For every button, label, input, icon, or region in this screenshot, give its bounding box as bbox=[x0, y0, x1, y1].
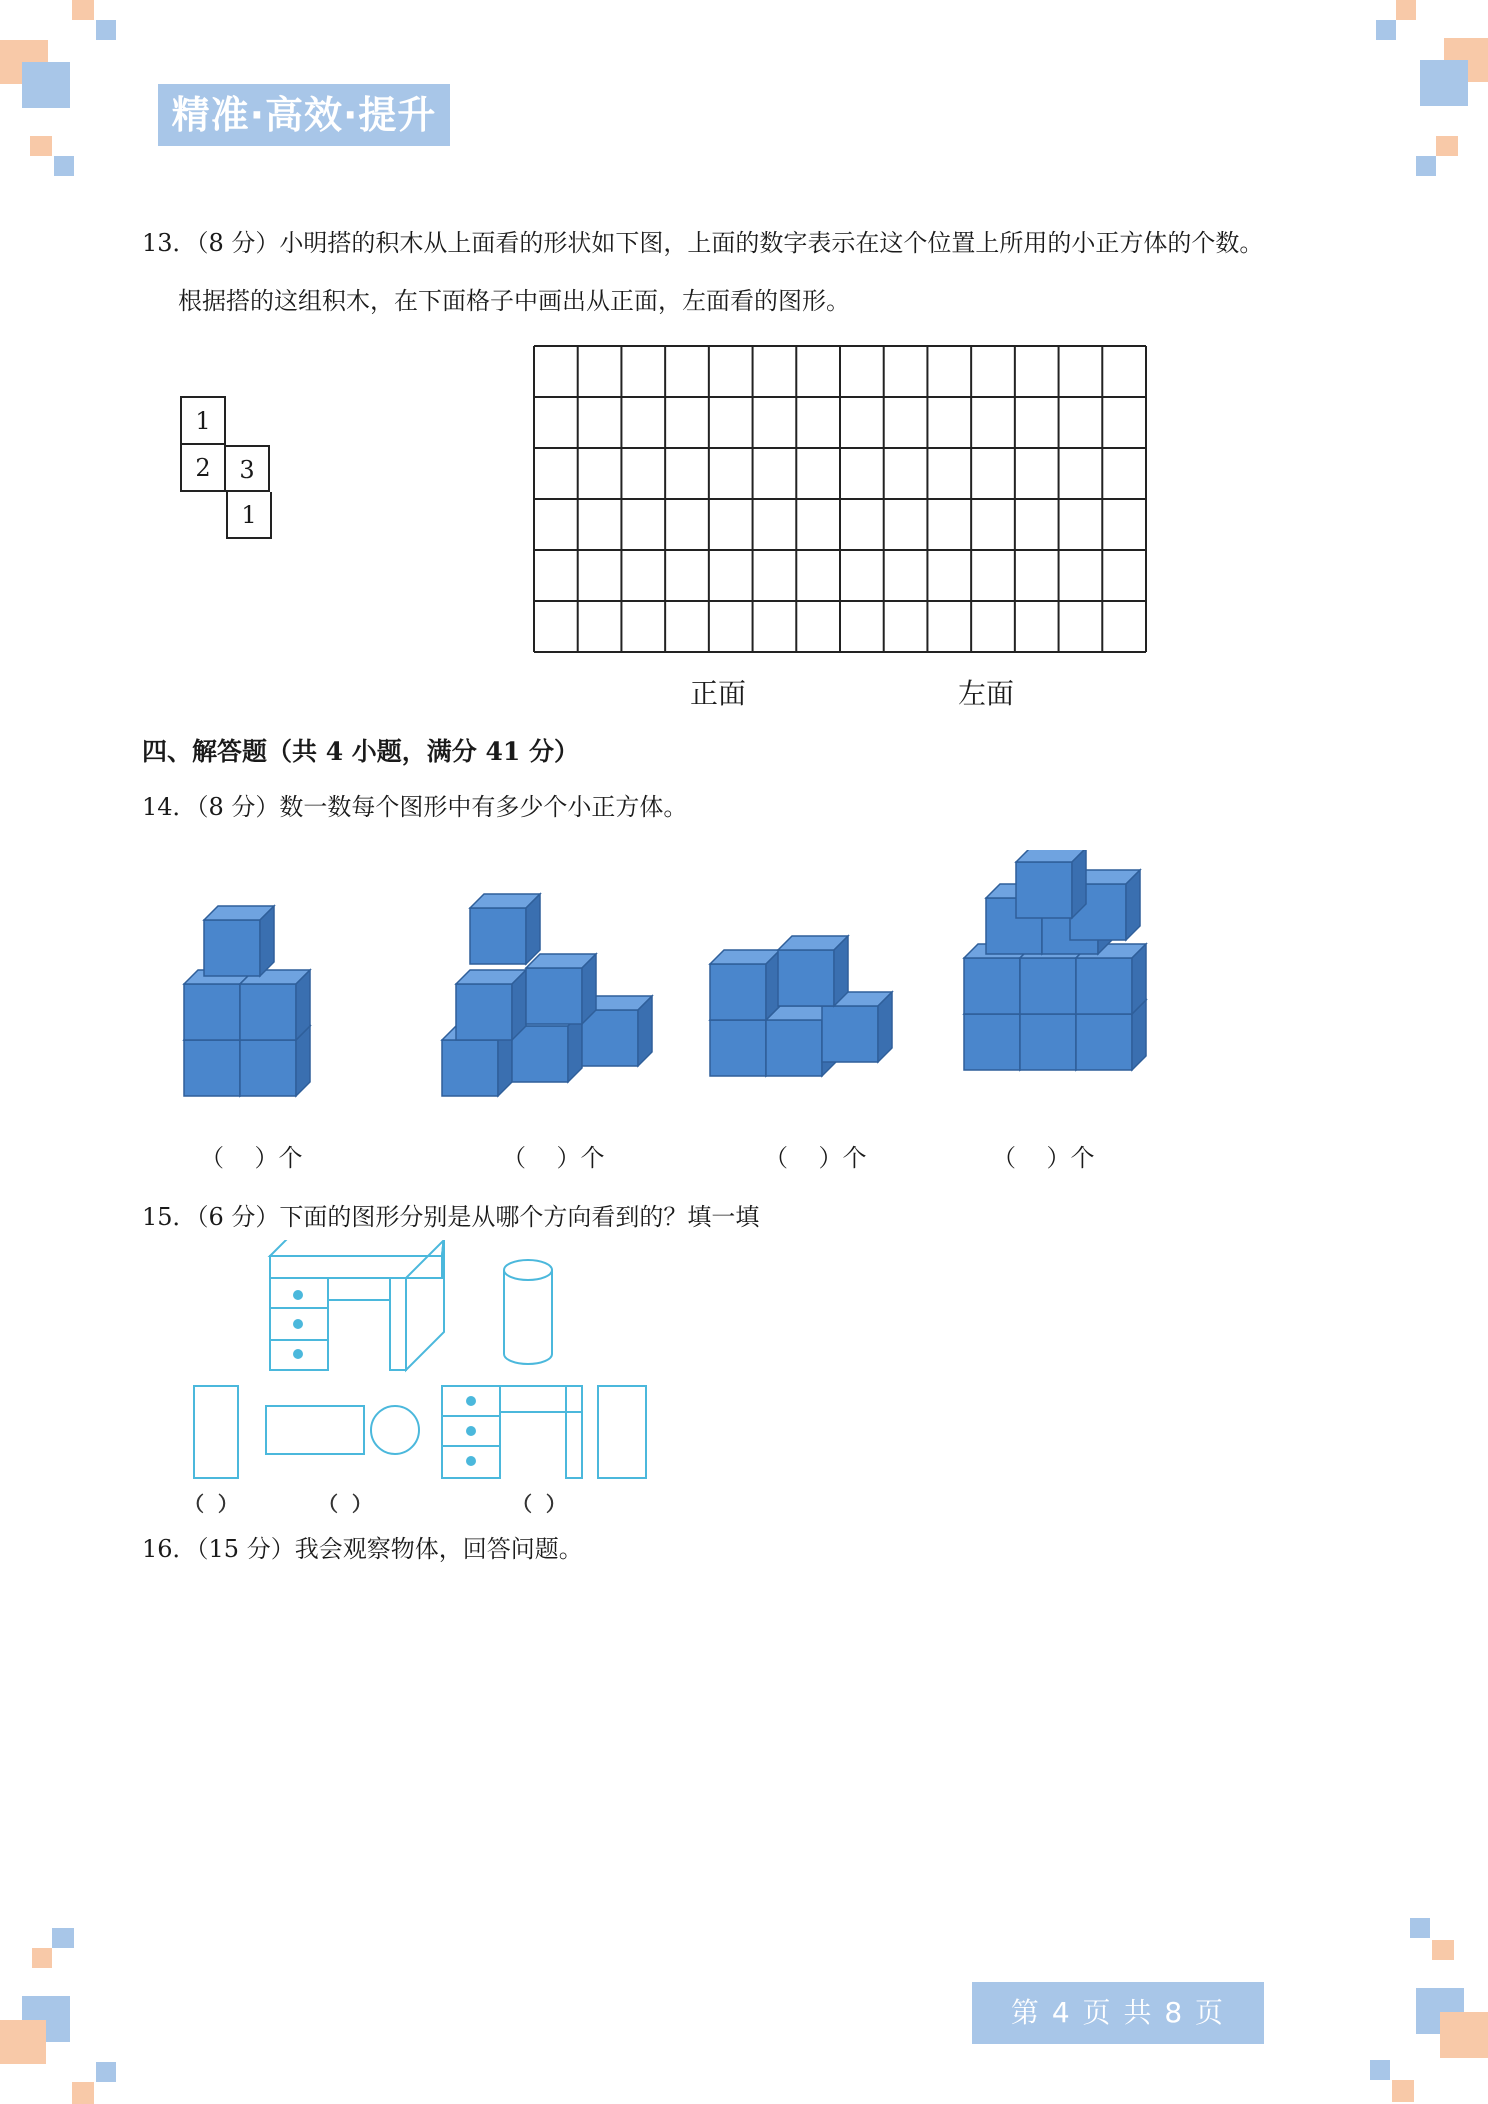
view-wide-rect bbox=[266, 1406, 364, 1454]
q13-text-line2: 根据搭的这组积木，在下面格子中画出从正面，左面看的图形。 bbox=[178, 287, 850, 315]
q16-text: 16．（15 分）我会观察物体，回答问题。 bbox=[142, 1535, 583, 1563]
q14-text: 14．（8 分）数一数每个图形中有多少个小正方体。 bbox=[142, 793, 688, 821]
q15-text: 15．（6 分）下面的图形分别是从哪个方向看到的？填一填 bbox=[142, 1203, 760, 1231]
q14-cube-figures bbox=[170, 850, 1190, 1110]
q13-text-line1: 13．（8 分）小明搭的积木从上面看的形状如下图，上面的数字表示在这个位置上所用的小正方体的个数。 bbox=[142, 229, 1264, 257]
q15-blank-2[interactable]: （ ） bbox=[318, 1492, 372, 1516]
q15-blank-3[interactable]: （ ） bbox=[512, 1492, 566, 1516]
cube-figure-2 bbox=[442, 894, 652, 1096]
view-tall-rect bbox=[194, 1386, 238, 1478]
top-view-cell: 1 bbox=[226, 492, 272, 539]
q14-answer-3[interactable]: （ ）个 bbox=[764, 1144, 867, 1172]
q14-answer-4[interactable]: （ ）个 bbox=[992, 1144, 1095, 1172]
view-circle bbox=[371, 1406, 419, 1454]
cube-figure-1 bbox=[184, 906, 310, 1096]
q15-sketch-figures bbox=[180, 1240, 660, 1490]
top-view-cell: 2 bbox=[180, 445, 226, 492]
view-desk-front bbox=[442, 1386, 582, 1478]
cylinder-3d bbox=[504, 1260, 552, 1364]
top-view-cell: 1 bbox=[180, 396, 226, 445]
q14-answer-2[interactable]: （ ）个 bbox=[502, 1144, 605, 1172]
q13-drawing-grid[interactable] bbox=[532, 344, 1150, 656]
label-front: 正面 bbox=[690, 677, 747, 710]
q15-blank-1[interactable]: （ ） bbox=[184, 1492, 238, 1516]
cube-figure-4 bbox=[964, 850, 1146, 1070]
section-title: 四、解答题（共 4 小题，满分 41 分） bbox=[142, 737, 580, 766]
page-indicator: 第 4 页 共 8 页 bbox=[972, 1982, 1264, 2044]
q14-answer-1[interactable]: （ ）个 bbox=[200, 1144, 303, 1172]
label-left: 左面 bbox=[958, 677, 1015, 710]
cube-figure-3 bbox=[710, 936, 892, 1076]
desk-3d bbox=[270, 1240, 444, 1370]
brand-banner: 精准·高效·提升 bbox=[158, 84, 450, 146]
top-view-cell: 3 bbox=[226, 445, 270, 492]
view-side-rect bbox=[598, 1386, 646, 1478]
